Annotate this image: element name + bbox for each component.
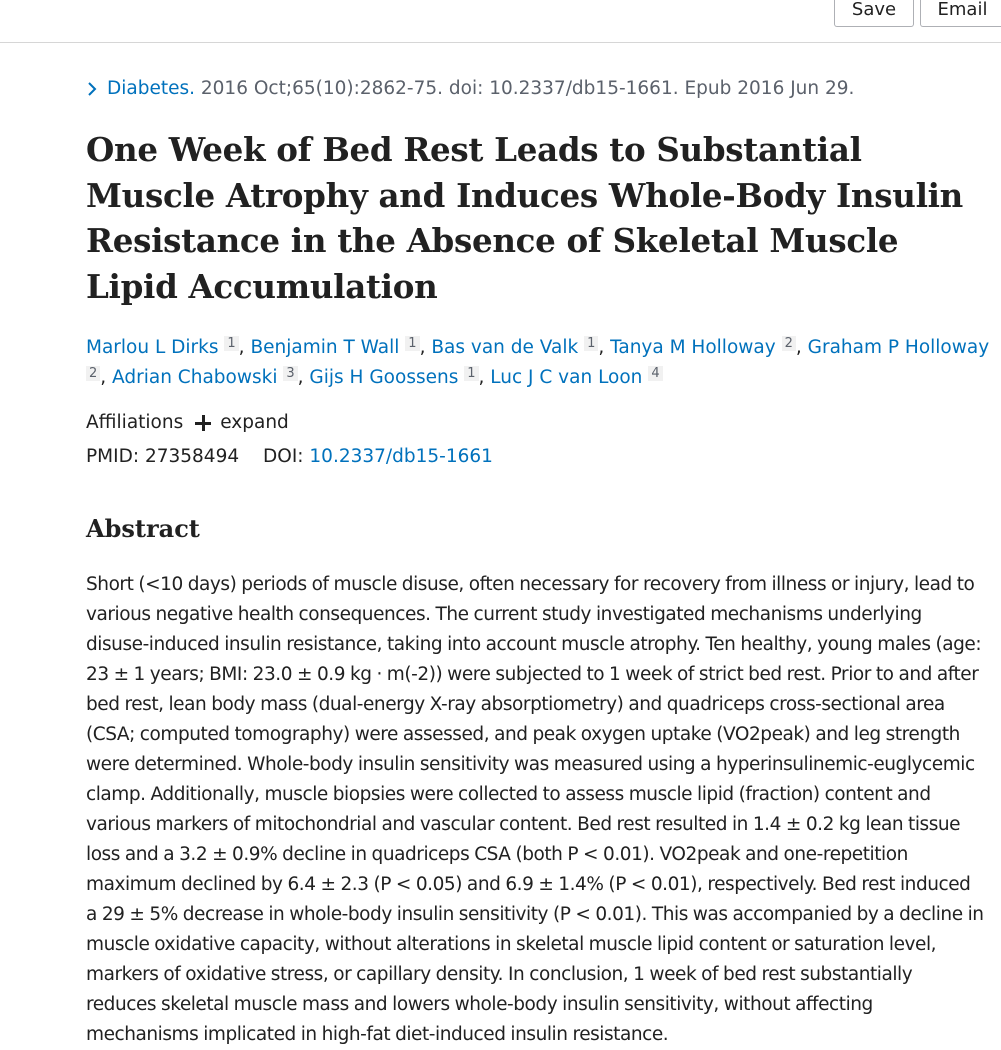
citation-details: 2016 Oct;65(10):2862-75. doi: 10.2337/db15-1661. Epub 2016 Jun 29. — [195, 78, 855, 99]
authors-list: Marlou L Dirks $^1$ , Benjamin T Wall $^1$ , Bas van de Valk $^1$ , Tanya M Holloway $^2$ , Graham P Holloway $^2$ , Adrian Chabowski $^3$ , Gijs H Goossens $^1$ , Luc J C van Loon $^4$ — [86, 336, 990, 388]
expand-affiliations-button[interactable] — [195, 408, 289, 438]
doi-link[interactable]: 10.2337/db15-1661 — [309, 446, 493, 467]
abstract-heading: Abstract — [86, 514, 200, 543]
affiliation-number[interactable]: 1 — [464, 366, 478, 381]
affiliation-number[interactable]: 4 — [648, 366, 662, 381]
affiliation-number[interactable]: 1 — [405, 336, 419, 351]
affiliations-label: Affiliations — [86, 412, 184, 433]
affiliation-number[interactable]: 2 — [782, 336, 796, 351]
article-title: One Week of Bed Rest Leads to Substantial Muscle Atrophy and Induces Whole-Body Insulin Resistance in the Absence of Skeletal Muscle Lipid Accumulation — [86, 130, 963, 306]
identifiers — [86, 442, 991, 472]
expand-label: expand — [220, 412, 289, 433]
chevron-right-icon[interactable] — [85, 82, 99, 96]
affiliations-row — [86, 408, 991, 438]
journal-link[interactable]: Diabetes. — [107, 78, 196, 99]
affiliation-number[interactable]: 2 — [86, 366, 100, 381]
pmid-value: 27358494 — [144, 446, 240, 467]
author-link[interactable]: Gijs H Goossens — [309, 367, 459, 388]
author-link[interactable]: Marlou L Dirks — [86, 337, 219, 358]
citation — [107, 75, 1001, 103]
email-button[interactable]: Email — [920, 0, 1001, 27]
plus-icon — [195, 415, 211, 431]
author-link[interactable]: Adrian Chabowski — [112, 367, 278, 388]
author-link[interactable]: Benjamin T Wall — [250, 337, 400, 358]
affiliation-number[interactable]: 1 — [584, 336, 598, 351]
affiliation-number[interactable]: 3 — [283, 366, 297, 381]
top-toolbar — [0, 0, 1001, 43]
abstract-text: Short (<10 days) periods of muscle disuse, often necessary for recovery from illness or injury, lead to various negative health consequences. The current study investigated mechanisms underlying disuse-induced insulin resistance, taking into account muscle atrophy. Ten healthy, young males (age: 23 ± 1 years; BMI: 23.0 ± 0.9 kg · m(-2)) were subjected to 1 week of strict bed rest. Prior to and after bed rest, lean body mass (dual-energy X-ray absorptiometry) and quadriceps cross-sectional area (CSA; computed tomography) were assessed, and peak oxygen uptake (VO2peak) and leg strength were determined. Whole-body insulin sensitivity was measured using a hyperinsulinemic-euglycemic clamp. Additionally, muscle biopsies were collected to assess muscle lipid (fraction) content and various markers of mitochondrial and vascular content. Bed rest resulted in 1.4 ± 0.2 kg lean tissue loss and a 3.2 ± 0.9% decline in quadriceps CSA (both P < 0.01). VO2peak and one-repetition maximum declined by 6.4 ± 2.3 (P < 0.05) and 6.9 ± 1.4% (P < 0.01), respectively. Bed rest induced a 29 ± 5% decrease in whole-body insulin sensitivity (P < 0.01). This was accompanied by a decline in muscle oxidative capacity, without alterations in skeletal muscle lipid content or saturation level, markers of oxidative stress, or capillary density. In conclusion, 1 week of bed rest substantially reduces skeletal muscle mass and lowers whole-body insulin sensitivity, without affecting mechanisms implicated in high-fat diet-induced insulin resistance. — [86, 574, 984, 1045]
pmid-label: PMID: — [86, 446, 140, 467]
affiliation-number[interactable]: 1 — [224, 336, 238, 351]
author-link[interactable]: Bas van de Valk — [431, 337, 579, 358]
article-content — [86, 75, 991, 1050]
save-button[interactable]: Save — [834, 0, 914, 27]
author-link[interactable]: Graham P Holloway — [807, 337, 990, 358]
author-link[interactable]: Luc J C van Loon — [490, 367, 643, 388]
author-link[interactable]: Tanya M Holloway — [610, 337, 776, 358]
doi-label: DOI: — [263, 446, 304, 467]
